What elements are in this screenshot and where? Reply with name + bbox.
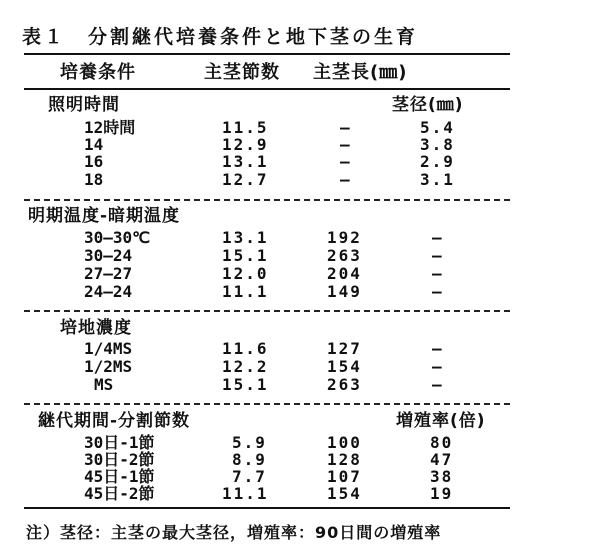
row-length: 107 (327, 467, 362, 486)
row-label: 27—27 (84, 264, 133, 283)
row-length: 263 (327, 375, 362, 394)
row-extra: — (432, 264, 444, 283)
table-number: 表１ (22, 26, 67, 48)
section-divider (24, 403, 510, 405)
row-length: 192 (327, 228, 362, 247)
row-extra: 3.1 (420, 170, 455, 189)
row-extra: 5.4 (420, 118, 455, 137)
bottom-rule (24, 507, 510, 509)
extra-header-multiplication-rate: 増殖率(倍) (396, 411, 486, 431)
section-medium-concentration: 培地濃度 (60, 318, 132, 338)
row-label: 14 (84, 135, 104, 154)
row-nodes: 11.1 (222, 282, 269, 301)
row-nodes: 12.7 (222, 170, 269, 189)
row-nodes: 13.1 (222, 152, 269, 171)
row-label: 24—24 (84, 282, 133, 301)
header-condition: 培養条件 (60, 62, 136, 83)
section-subculture-period: 継代期間-分割節数 (38, 411, 191, 431)
row-length: — (340, 135, 352, 154)
row-extra: 80 (430, 433, 454, 452)
row-label: 1/4MS (84, 339, 133, 358)
row-label: 30日-1節 (84, 433, 155, 452)
row-length: 127 (327, 339, 362, 358)
row-length: 149 (327, 282, 362, 301)
row-label: 18 (84, 170, 104, 189)
row-label: 16 (84, 152, 104, 171)
row-nodes: 15.1 (222, 375, 269, 394)
row-label: 30—30℃ (84, 228, 151, 247)
row-length: 204 (327, 264, 362, 283)
row-nodes: 11.1 (222, 484, 269, 503)
header-rule (24, 88, 510, 90)
extra-header-stem-diameter: 茎径(㎜) (392, 95, 464, 115)
row-extra: 2.9 (420, 152, 455, 171)
row-nodes: 12.2 (222, 357, 269, 376)
row-extra: 47 (430, 450, 454, 469)
section-lighting: 照明時間 (48, 95, 120, 115)
header-length: 主茎長(㎜) (313, 62, 408, 83)
row-extra: 19 (430, 484, 454, 503)
row-length: 263 (327, 246, 362, 265)
section-temperature: 明期温度-暗期温度 (28, 206, 181, 226)
row-length: 154 (327, 484, 362, 503)
row-extra: — (432, 246, 444, 265)
row-nodes: 12.0 (222, 264, 269, 283)
row-nodes: 15.1 (222, 246, 269, 265)
row-extra: — (432, 282, 444, 301)
row-nodes: 13.1 (222, 228, 269, 247)
row-extra: 3.8 (420, 135, 455, 154)
row-extra: — (432, 339, 444, 358)
row-nodes: 8.9 (232, 450, 267, 469)
row-label: 30—24 (84, 246, 133, 265)
row-extra: — (432, 228, 444, 247)
row-label: 45日-1節 (84, 467, 155, 486)
table-footnote: 注）茎径：主茎の最大茎径，増殖率：90日間の増殖率 (26, 523, 442, 542)
table-caption: 分割継代培養条件と地下茎の生育 (88, 26, 419, 48)
row-label: 45日-2節 (84, 484, 155, 503)
row-nodes: 7.7 (232, 467, 267, 486)
row-nodes: 11.6 (222, 339, 269, 358)
row-length: 154 (327, 357, 362, 376)
header-nodes: 主茎節数 (204, 62, 280, 83)
row-nodes: 11.5 (222, 118, 269, 137)
top-rule (24, 53, 510, 55)
table-title (22, 22, 418, 49)
row-label: MS (94, 375, 114, 394)
row-length: — (340, 152, 352, 171)
row-extra: — (432, 375, 444, 394)
row-extra: 38 (430, 467, 454, 486)
row-label: 12時間 (84, 118, 136, 137)
section-divider (24, 199, 510, 201)
row-nodes: 12.9 (222, 135, 269, 154)
row-length: — (340, 118, 352, 137)
row-length: 128 (327, 450, 362, 469)
row-length: 100 (327, 433, 362, 452)
row-length: — (340, 170, 352, 189)
row-label: 30日-2節 (84, 450, 155, 469)
row-label: 1/2MS (84, 357, 133, 376)
section-divider (24, 310, 510, 312)
row-nodes: 5.9 (232, 433, 267, 452)
row-extra: — (432, 357, 444, 376)
